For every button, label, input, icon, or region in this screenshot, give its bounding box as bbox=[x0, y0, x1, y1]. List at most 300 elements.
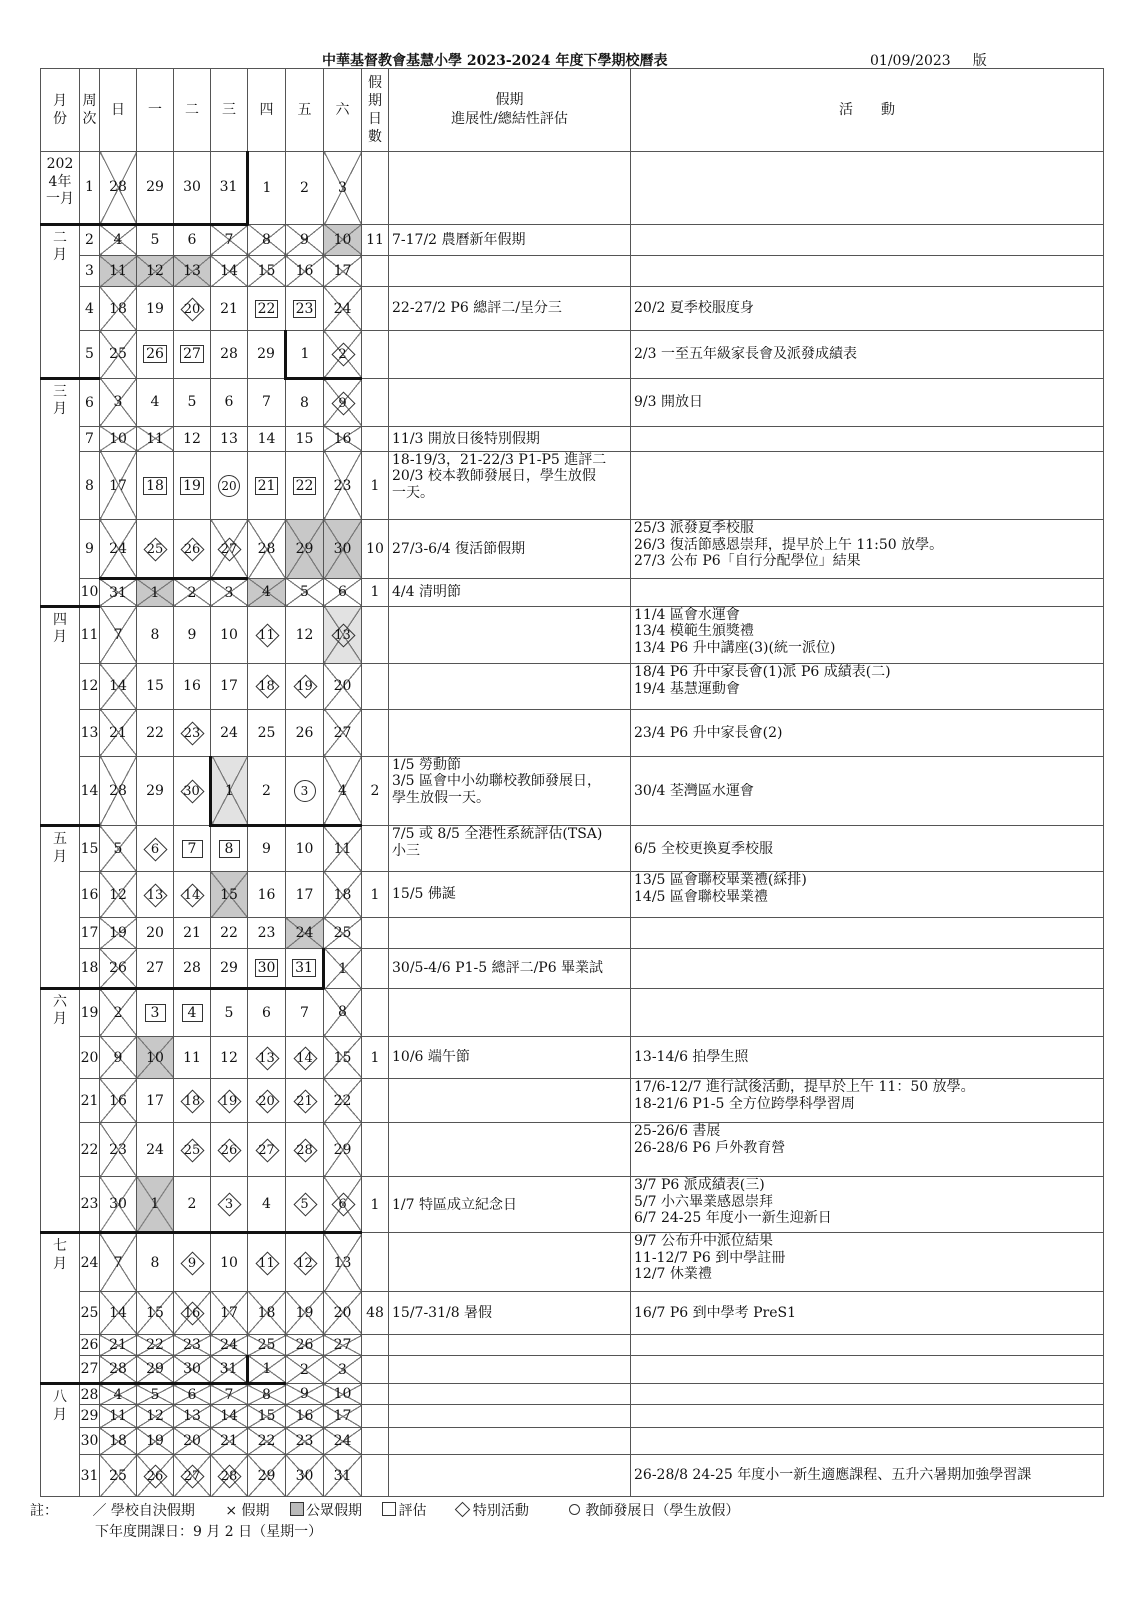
week-row bbox=[41, 287, 1104, 331]
diamond-icon bbox=[255, 1251, 279, 1275]
day-number-circled: 20 bbox=[218, 475, 240, 497]
day-number: 18 bbox=[109, 300, 127, 317]
day-cell bbox=[248, 1233, 286, 1291]
day-cell bbox=[324, 988, 362, 1036]
day-number: 6 bbox=[187, 232, 197, 249]
day-cell bbox=[100, 709, 137, 756]
day-cell bbox=[286, 1356, 324, 1384]
diamond-icon bbox=[180, 1251, 204, 1275]
holiday-days-count bbox=[362, 378, 389, 426]
week-row bbox=[41, 872, 1104, 918]
week-number: 11 bbox=[80, 606, 100, 663]
day-number: 6 bbox=[187, 1386, 197, 1403]
holiday-line: 20/3 校本教師發展日，學生放假 bbox=[392, 468, 596, 485]
day-cell bbox=[137, 709, 174, 756]
day-cell bbox=[324, 1177, 362, 1233]
day-cell bbox=[286, 224, 324, 255]
header-week bbox=[80, 69, 100, 152]
day-cell bbox=[248, 1405, 286, 1428]
header-day-sat: 六 bbox=[324, 69, 362, 152]
day-number: 17 bbox=[333, 1408, 352, 1425]
day-number: 11 bbox=[109, 1408, 127, 1425]
day-cell bbox=[100, 331, 137, 379]
day-cell bbox=[137, 378, 174, 426]
legend-assessment: 評估 bbox=[398, 1503, 427, 1519]
day-cell bbox=[174, 664, 211, 710]
diamond-icon bbox=[255, 1046, 279, 1070]
day-number: 9 bbox=[300, 231, 309, 248]
day-cell bbox=[174, 426, 211, 451]
holiday-cell bbox=[389, 1384, 631, 1405]
activity-line: 17/6-12/7 進行試後活動，提早於上午 11：50 放學。 bbox=[634, 1079, 975, 1096]
diamond-icon bbox=[293, 1192, 317, 1216]
header-month bbox=[41, 69, 80, 152]
holiday-days-count: 11 bbox=[362, 224, 389, 255]
day-cell bbox=[137, 1291, 174, 1335]
day-number: 28 bbox=[183, 960, 201, 977]
holiday-cell bbox=[389, 606, 631, 663]
day-number: 2 bbox=[300, 179, 309, 196]
activity-line: 23/4 P6 升中家長會(2) bbox=[634, 724, 783, 741]
day-number: 1 bbox=[225, 782, 234, 799]
day-number: 28 bbox=[220, 346, 238, 363]
legend-public-holiday: 公眾假期 bbox=[306, 1503, 362, 1519]
holiday-days-count bbox=[362, 1356, 389, 1384]
day-number: 29 bbox=[257, 346, 275, 363]
month-label bbox=[41, 1233, 80, 1384]
day-number: 30 bbox=[295, 1467, 314, 1484]
header-day-fri: 五 bbox=[286, 69, 324, 152]
holiday-days-count bbox=[362, 826, 389, 872]
day-number: 5 bbox=[300, 1197, 309, 1213]
week-number: 6 bbox=[80, 378, 100, 426]
week-row bbox=[41, 1356, 1104, 1384]
day-number-boxed: 19 bbox=[180, 477, 204, 495]
holiday-cell bbox=[389, 256, 631, 287]
day-number: 11 bbox=[146, 430, 164, 447]
activity-cell bbox=[631, 1177, 1104, 1233]
day-cell bbox=[174, 988, 211, 1036]
day-cell bbox=[211, 949, 248, 989]
school-calendar-table bbox=[40, 68, 1104, 1497]
week-row bbox=[41, 1233, 1104, 1291]
day-number: 29 bbox=[333, 1141, 352, 1158]
day-cell bbox=[100, 578, 137, 606]
activity-cell bbox=[631, 331, 1104, 379]
day-number: 5 bbox=[300, 584, 309, 601]
day-number: 21 bbox=[296, 1093, 313, 1109]
day-number: 1 bbox=[262, 179, 272, 196]
day-number: 18 bbox=[333, 886, 352, 903]
day-cell bbox=[100, 949, 137, 989]
day-number-boxed: 4 bbox=[182, 1004, 203, 1022]
day-cell bbox=[211, 756, 248, 826]
day-number-boxed: 31 bbox=[292, 959, 316, 977]
week-number: 8 bbox=[80, 451, 100, 520]
holiday-days-count bbox=[362, 256, 389, 287]
holiday-cell bbox=[389, 918, 631, 949]
day-cell bbox=[324, 256, 362, 287]
diamond-icon bbox=[180, 883, 204, 907]
day-cell bbox=[211, 1405, 248, 1428]
holiday-cell bbox=[389, 1335, 631, 1356]
day-number: 1 bbox=[338, 960, 348, 977]
day-cell bbox=[174, 1384, 211, 1405]
day-number: 15 bbox=[333, 1049, 352, 1066]
day-number: 23 bbox=[333, 477, 352, 494]
day-cell bbox=[286, 520, 324, 578]
day-cell bbox=[211, 224, 248, 255]
week-number: 4 bbox=[80, 287, 100, 331]
day-cell bbox=[137, 1335, 174, 1356]
day-number: 23 bbox=[257, 925, 276, 942]
header-day-wed: 三 bbox=[211, 69, 248, 152]
day-cell bbox=[100, 1233, 137, 1291]
day-number: 10 bbox=[220, 626, 238, 643]
day-cell bbox=[286, 1291, 324, 1335]
day-number: 1 bbox=[150, 584, 160, 601]
month-label bbox=[41, 988, 80, 1233]
day-number-boxed: 23 bbox=[293, 300, 317, 318]
day-cell bbox=[174, 1455, 211, 1497]
day-cell bbox=[286, 426, 324, 451]
week-number: 20 bbox=[80, 1036, 100, 1079]
day-number: 15 bbox=[146, 678, 164, 695]
day-cell bbox=[248, 988, 286, 1036]
day-cell bbox=[248, 918, 286, 949]
day-cell bbox=[137, 256, 174, 287]
day-cell bbox=[137, 664, 174, 710]
day-number: 23 bbox=[183, 725, 201, 741]
day-number: 6 bbox=[224, 394, 234, 411]
month-label bbox=[41, 1384, 80, 1497]
diamond-icon bbox=[217, 1464, 241, 1488]
public-holiday-swatch bbox=[290, 1502, 304, 1516]
holiday-line: 11/3 開放日後特別假期 bbox=[392, 430, 540, 447]
month-label-text: 四月 bbox=[53, 611, 67, 646]
day-cell bbox=[100, 256, 137, 287]
day-cell bbox=[100, 378, 137, 426]
day-number: 23 bbox=[295, 1433, 314, 1450]
week-row bbox=[41, 1177, 1104, 1233]
day-cell bbox=[211, 1123, 248, 1177]
holiday-line: 15/7-31/8 暑假 bbox=[392, 1304, 493, 1321]
day-cell bbox=[100, 1455, 137, 1497]
day-number: 26 bbox=[295, 724, 314, 741]
day-cell bbox=[174, 1405, 211, 1428]
holiday-cell bbox=[389, 578, 631, 606]
activity-cell bbox=[631, 287, 1104, 331]
activity-line: 27/3 公布 P6「自行分配學位」結果 bbox=[634, 553, 861, 570]
day-cell bbox=[248, 756, 286, 826]
day-cell bbox=[137, 756, 174, 826]
activity-line: 19/4 基慧運動會 bbox=[634, 680, 740, 697]
week-number: 2 bbox=[80, 224, 100, 255]
day-number: 31 bbox=[109, 584, 127, 601]
day-cell bbox=[211, 1428, 248, 1455]
day-number: 1 bbox=[300, 345, 310, 362]
holiday-days-count bbox=[362, 426, 389, 451]
day-cell bbox=[286, 949, 324, 989]
day-number: 14 bbox=[296, 1050, 313, 1066]
day-number: 10 bbox=[109, 430, 127, 447]
diamond-icon bbox=[143, 537, 167, 561]
day-number: 13 bbox=[183, 1408, 201, 1425]
day-number: 31 bbox=[219, 1361, 238, 1378]
activity-cell bbox=[631, 1079, 1104, 1123]
day-number: 28 bbox=[109, 783, 127, 800]
holiday-line: 30/5-4/6 P1-5 總評二/P6 畢業試 bbox=[392, 960, 604, 977]
week-number: 24 bbox=[80, 1233, 100, 1291]
day-number: 18 bbox=[109, 1433, 127, 1450]
day-number: 12 bbox=[109, 886, 127, 903]
day-number: 11 bbox=[333, 841, 352, 858]
day-cell bbox=[211, 578, 248, 606]
legend-special-activity: 特別活動 bbox=[472, 1503, 529, 1519]
day-number: 27 bbox=[333, 1337, 352, 1354]
day-cell bbox=[248, 378, 286, 426]
day-number: 30 bbox=[183, 784, 200, 800]
activity-line: 13/4 P6 升中講座(3)(統一派位) bbox=[634, 639, 836, 656]
header-day-sun: 日 bbox=[100, 69, 137, 152]
day-cell bbox=[211, 1036, 248, 1079]
day-cell bbox=[100, 1428, 137, 1455]
day-cell bbox=[174, 1428, 211, 1455]
day-cell bbox=[286, 1079, 324, 1123]
day-number: 18 bbox=[257, 1305, 276, 1322]
day-cell bbox=[211, 606, 248, 663]
day-cell bbox=[174, 756, 211, 826]
week-row bbox=[41, 826, 1104, 872]
day-number: 3 bbox=[224, 1197, 234, 1213]
day-cell bbox=[286, 152, 324, 225]
holiday-line: 小三 bbox=[392, 842, 420, 859]
day-cell bbox=[174, 826, 211, 872]
day-cell bbox=[137, 988, 174, 1036]
activity-cell bbox=[631, 709, 1104, 756]
activity-cell bbox=[631, 826, 1104, 872]
day-number: 27 bbox=[333, 724, 352, 741]
diamond-icon bbox=[255, 1089, 279, 1113]
day-cell bbox=[286, 331, 324, 379]
day-cell bbox=[248, 256, 286, 287]
activity-line: 5/7 小六畢業感恩崇拜 bbox=[634, 1193, 773, 1210]
day-cell bbox=[286, 1428, 324, 1455]
day-number: 11 bbox=[183, 1049, 201, 1066]
day-cell bbox=[324, 520, 362, 578]
week-number: 27 bbox=[80, 1356, 100, 1384]
day-cell bbox=[324, 872, 362, 918]
day-number-boxed: 30 bbox=[255, 959, 279, 977]
day-cell bbox=[211, 520, 248, 578]
day-cell bbox=[211, 1291, 248, 1335]
day-number: 3 bbox=[113, 394, 123, 411]
day-cell bbox=[248, 426, 286, 451]
day-number: 9 bbox=[187, 1255, 197, 1271]
day-cell bbox=[137, 1177, 174, 1233]
diamond-icon bbox=[217, 537, 241, 561]
day-number: 19 bbox=[296, 679, 313, 695]
day-number: 20 bbox=[146, 925, 164, 942]
holiday-days-count bbox=[362, 988, 389, 1036]
activity-cell bbox=[631, 872, 1104, 918]
day-cell bbox=[174, 1036, 211, 1079]
holiday-cell bbox=[389, 1428, 631, 1455]
holiday-days-count bbox=[362, 949, 389, 989]
week-row bbox=[41, 256, 1104, 287]
day-cell bbox=[174, 1079, 211, 1123]
holiday-cell bbox=[389, 1455, 631, 1497]
day-number: 29 bbox=[146, 179, 164, 196]
holiday-cell bbox=[389, 451, 631, 520]
day-number: 4 bbox=[113, 1386, 123, 1403]
day-number: 25 bbox=[109, 346, 127, 363]
holiday-days-count: 1 bbox=[362, 872, 389, 918]
day-number: 16 bbox=[257, 886, 276, 903]
holiday-line: 學生放假一天。 bbox=[392, 789, 490, 806]
day-cell bbox=[286, 578, 324, 606]
activity-cell bbox=[631, 1123, 1104, 1177]
day-cell bbox=[174, 1123, 211, 1177]
holiday-days-count: 1 bbox=[362, 1177, 389, 1233]
day-number: 28 bbox=[296, 1142, 313, 1158]
day-number: 30 bbox=[109, 1196, 127, 1213]
day-number: 24 bbox=[333, 300, 352, 317]
day-number: 29 bbox=[146, 1361, 164, 1378]
week-number: 14 bbox=[80, 756, 100, 826]
day-number: 13 bbox=[146, 887, 164, 903]
diamond-icon bbox=[331, 623, 355, 647]
day-cell bbox=[324, 918, 362, 949]
day-number: 29 bbox=[257, 1467, 276, 1484]
day-number: 20 bbox=[183, 301, 201, 317]
diamond-icon bbox=[217, 1138, 241, 1162]
day-number: 18 bbox=[258, 679, 275, 695]
day-cell bbox=[248, 331, 286, 379]
day-number: 21 bbox=[183, 925, 201, 942]
day-cell bbox=[286, 1335, 324, 1356]
day-number: 9 bbox=[300, 1386, 309, 1403]
activity-line: 26-28/8 24-25 年度小一新生適應課程、五升六暑期加強學習課 bbox=[634, 1467, 1032, 1484]
day-number: 16 bbox=[333, 430, 352, 447]
holiday-days-count bbox=[362, 1233, 389, 1291]
day-number: 15 bbox=[220, 886, 238, 903]
day-number: 17 bbox=[220, 678, 238, 695]
holiday-cell bbox=[389, 709, 631, 756]
diamond-icon bbox=[255, 674, 279, 698]
day-cell bbox=[211, 426, 248, 451]
calendar-body bbox=[41, 152, 1104, 1497]
week-number: 21 bbox=[80, 1079, 100, 1123]
holiday-cell bbox=[389, 756, 631, 826]
day-number: 5 bbox=[224, 1004, 234, 1021]
day-cell bbox=[211, 152, 248, 225]
day-cell bbox=[100, 872, 137, 918]
holiday-days-count bbox=[362, 1428, 389, 1455]
day-number: 7 bbox=[300, 1004, 309, 1021]
diamond-icon bbox=[331, 391, 355, 415]
diamond-icon bbox=[255, 1138, 279, 1162]
week-number: 25 bbox=[80, 1291, 100, 1335]
day-cell bbox=[211, 1177, 248, 1233]
diamond-icon bbox=[143, 883, 167, 907]
day-cell bbox=[324, 756, 362, 826]
day-cell bbox=[286, 287, 324, 331]
day-number: 11 bbox=[258, 627, 275, 643]
week-row bbox=[41, 331, 1104, 379]
day-number: 2 bbox=[187, 1196, 197, 1213]
day-number: 15 bbox=[295, 430, 314, 447]
day-number: 5 bbox=[150, 1386, 160, 1403]
activity-line: 13-14/6 拍學生照 bbox=[634, 1049, 749, 1066]
day-cell bbox=[286, 1455, 324, 1497]
day-cell bbox=[174, 287, 211, 331]
holiday-cell bbox=[389, 1291, 631, 1335]
holiday-days-count bbox=[362, 664, 389, 710]
day-number: 4 bbox=[113, 232, 123, 249]
day-cell bbox=[174, 1233, 211, 1291]
week-number: 26 bbox=[80, 1335, 100, 1356]
day-cell bbox=[100, 918, 137, 949]
day-cell bbox=[137, 152, 174, 225]
day-number: 26 bbox=[295, 1337, 314, 1354]
holiday-days-count bbox=[362, 606, 389, 663]
day-cell bbox=[324, 426, 362, 451]
week-number: 12 bbox=[80, 664, 100, 710]
holiday-line: 4/4 清明節 bbox=[392, 584, 461, 601]
day-number: 21 bbox=[220, 1433, 238, 1450]
month-label bbox=[41, 224, 80, 378]
week-number: 16 bbox=[80, 872, 100, 918]
activity-cell bbox=[631, 1335, 1104, 1356]
day-number-boxed: 26 bbox=[143, 345, 167, 363]
day-cell bbox=[324, 451, 362, 520]
week-number: 18 bbox=[80, 949, 100, 989]
diamond-icon bbox=[180, 297, 204, 321]
day-number: 25 bbox=[109, 1467, 127, 1484]
day-number: 20 bbox=[258, 1093, 275, 1109]
day-number: 15 bbox=[146, 1305, 164, 1322]
day-cell bbox=[248, 520, 286, 578]
day-cell bbox=[137, 331, 174, 379]
holiday-days-count bbox=[362, 152, 389, 225]
week-row bbox=[41, 1384, 1104, 1405]
activity-cell bbox=[631, 1036, 1104, 1079]
day-cell bbox=[174, 1356, 211, 1384]
diamond-icon bbox=[331, 342, 355, 366]
holiday-days-count bbox=[362, 1079, 389, 1123]
version-date: 01/09/2023 bbox=[870, 53, 951, 69]
holiday-cell bbox=[389, 826, 631, 872]
header-holiday-title: 假期 bbox=[495, 92, 524, 109]
day-number: 28 bbox=[109, 1361, 127, 1378]
day-number: 1 bbox=[262, 1361, 272, 1378]
day-number: 2 bbox=[262, 782, 271, 799]
week-row bbox=[41, 578, 1104, 606]
day-cell bbox=[248, 1335, 286, 1356]
day-cell bbox=[100, 1335, 137, 1356]
day-cell bbox=[100, 988, 137, 1036]
day-number: 9 bbox=[338, 395, 347, 411]
holiday-cell bbox=[389, 1036, 631, 1079]
activity-cell bbox=[631, 520, 1104, 578]
day-number: 9 bbox=[113, 1049, 123, 1066]
day-number: 16 bbox=[295, 1408, 314, 1425]
holiday-cell bbox=[389, 1356, 631, 1384]
day-cell bbox=[286, 756, 324, 826]
day-cell bbox=[286, 606, 324, 663]
week-row bbox=[41, 1428, 1104, 1455]
